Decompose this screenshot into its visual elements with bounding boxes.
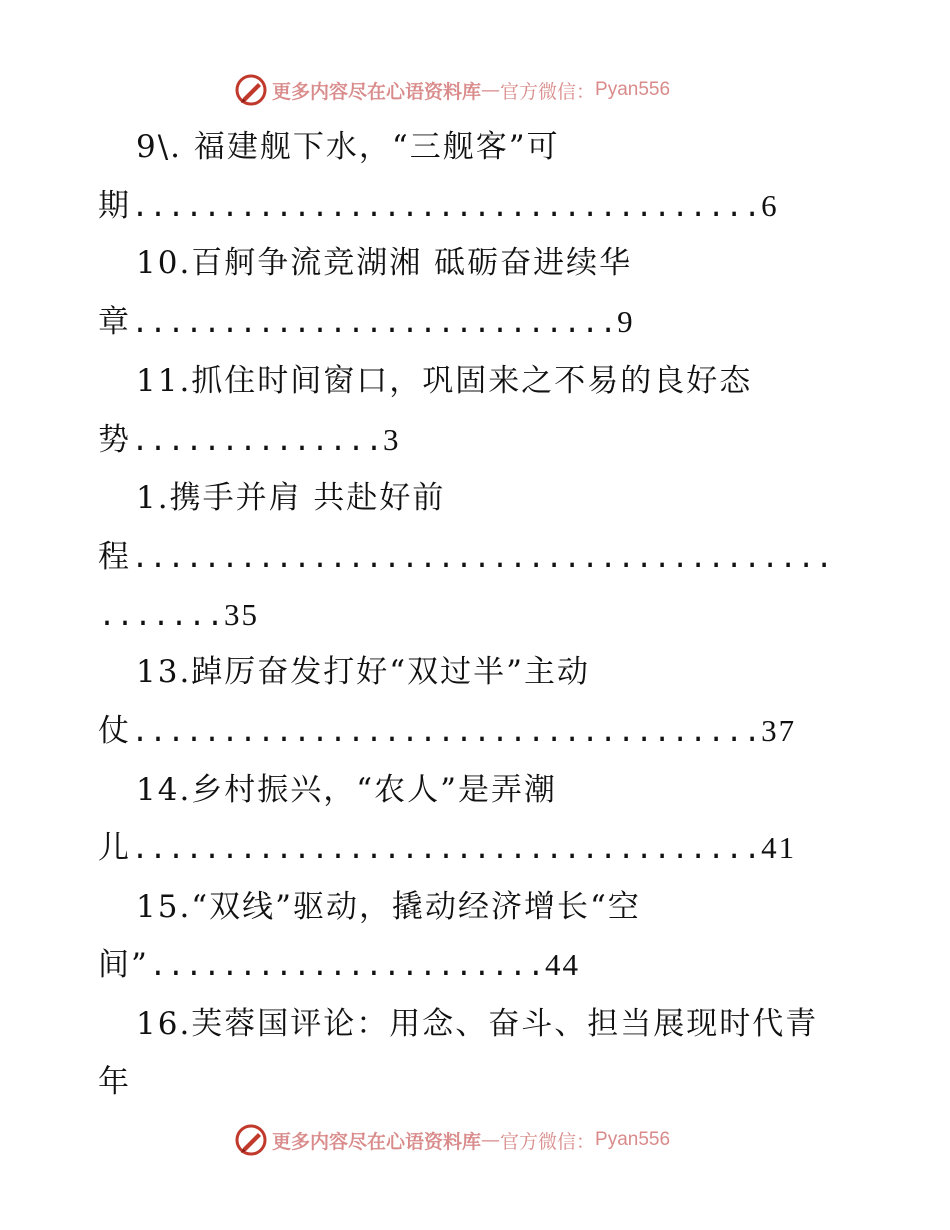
toc-page-number: 37 — [761, 713, 797, 748]
toc-entry-continuation — [98, 595, 259, 638]
toc-entry-title: 15.“双线”驱动，撬动经济增长“空 — [136, 889, 641, 925]
toc-page-number: 3 — [383, 422, 401, 457]
header-banner-text: 更多内容尽在心语资料库 — [272, 80, 482, 103]
toc-entry-continuation: 仗...................................37 — [98, 713, 797, 751]
footer-banner-text: 更多内容尽在心语资料库 — [272, 1130, 482, 1153]
toc-entry-title: 10.百舸争流竞湖湘 砥砺奋进续华 — [136, 245, 633, 281]
footer-banner-wechat-id: Pyan556 — [595, 1129, 671, 1150]
toc-entry-title: 14.乡村振兴，“农人”是弄潮 — [136, 772, 557, 808]
toc-dots: ........................... — [131, 308, 618, 342]
footer-banner-dash: — — [481, 1129, 501, 1151]
toc-dots: ................................... — [131, 834, 762, 868]
toc-dots: ................................... — [131, 192, 762, 226]
toc-entry-continuation: 章...........................9 — [98, 304, 635, 342]
toc-dots: ................................... — [131, 717, 762, 751]
toc-entry-title: 13.踔厉奋发打好“双过半”主动 — [136, 654, 590, 690]
header-banner-wechat-id: Pyan556 — [595, 79, 671, 100]
toc-entry-title: 1.携手并肩 共赴好前 — [136, 480, 446, 516]
toc-entry-title: 16.芙蓉国评论：用念、奋斗、担当展现时代青 — [136, 1006, 819, 1042]
toc-dots: ....................................... — [131, 543, 834, 577]
header-banner — [234, 70, 714, 110]
pen-logo-icon — [234, 73, 268, 107]
footer-banner-wechat-label: 官方微信： — [500, 1130, 596, 1153]
toc-entry-continuation: 年 — [98, 1064, 131, 1100]
toc-entry-continuation: 间”......................44 — [98, 947, 580, 985]
toc-dots: .............. — [131, 426, 384, 460]
header-banner-dash: — — [481, 79, 501, 101]
footer-banner — [234, 1120, 714, 1160]
toc-entry-continuation: 期...................................6 — [98, 188, 779, 226]
toc-entry-title: 9\. 福建舰下水，“三舰客”可 — [136, 129, 560, 165]
toc-entry-continuation: 儿...................................41 — [98, 830, 797, 868]
toc-page-number: 41 — [761, 830, 797, 865]
toc-dots: ...................... — [148, 951, 545, 985]
toc-page-number: 35 — [224, 597, 260, 632]
toc-page-number: 44 — [544, 947, 580, 982]
toc-page-number: 6 — [761, 188, 779, 223]
pen-logo-icon — [234, 1123, 268, 1157]
toc-entry-continuation: 势..............3 — [98, 422, 401, 460]
header-banner-wechat-label: 官方微信： — [500, 80, 596, 103]
toc-entry-title: 11.抓住时间窗口，巩固来之不易的良好态 — [136, 363, 753, 399]
toc-entry-continuation: 程....................................... — [98, 539, 834, 577]
toc-dots: ....... — [98, 601, 225, 635]
toc-page-number: 9 — [617, 304, 635, 339]
